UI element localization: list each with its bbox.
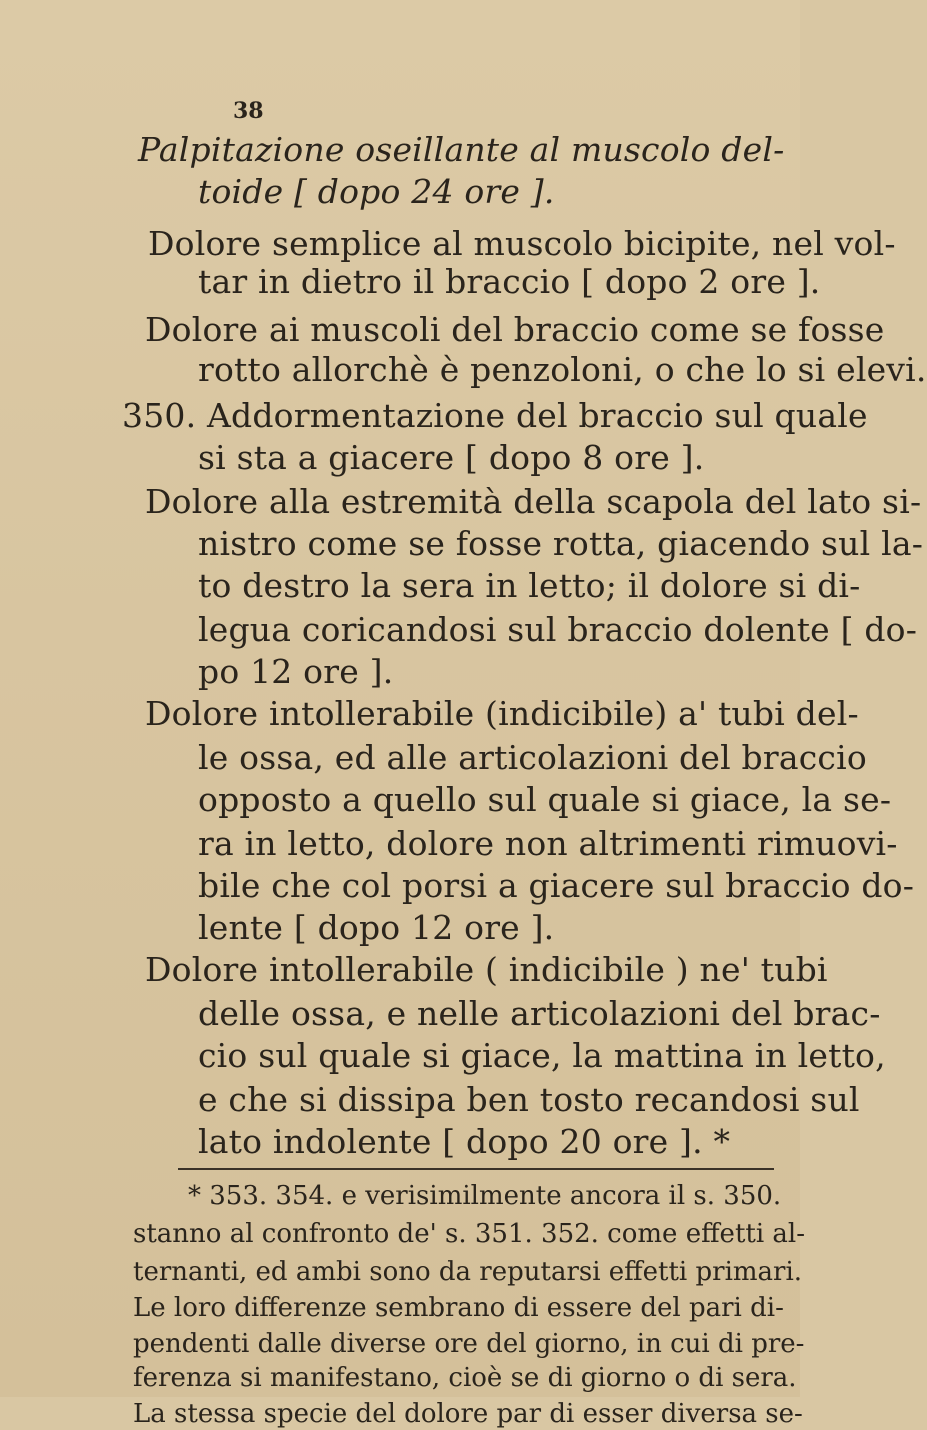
text-line: po 12 ore ]. [198,652,394,691]
text-line: legua coricandosi sul braccio dolente [ do- [198,610,918,649]
text-line: ra in letto, dolore non altrimenti rimuovi- [198,824,898,863]
text-line: Palpitazione oseillante al muscolo del- [138,130,785,169]
text-line: tar in dietro il braccio [ dopo 2 ore ]. [198,262,821,301]
text-line: Dolore intollerabile (indicibile) a' tubi del- [145,694,859,733]
text-line: Dolore semplice al muscolo bicipite, nel vol- [148,224,896,263]
text-line: Dolore intollerabile ( indicibile ) ne' tubi [145,950,828,989]
footnote-line: pendenti dalle diverse ore del giorno, in cui di pre- [133,1329,805,1359]
footnote-line: Le loro differenze sembrano di essere del pari di- [133,1293,784,1323]
text-line: Dolore alla estremità della scapola del lato si- [145,482,922,521]
text-line: lente [ dopo 12 ore ]. [198,908,555,947]
text-line: rotto allorchè è penzoloni, o che lo si elevi. [198,350,927,389]
text-line: bile che col porsi a giacere sul braccio do- [198,866,915,905]
text-line: lato indolente [ dopo 20 ore ]. * [198,1122,731,1161]
text-line: delle ossa, e nelle articolazioni del brac- [198,994,881,1033]
footnote-line: stanno al confronto de' s. 351. 352. come effetti al- [133,1219,806,1249]
text-line: toide [ dopo 24 ore ]. [198,172,555,211]
footnote-line: La stessa specie del dolore par di esser diversa se- [133,1399,803,1429]
text-line: e che si dissipa ben tosto recandosi sul [198,1080,860,1119]
text-line: si sta a giacere [ dopo 8 ore ]. [198,438,705,477]
text-line: 350. Addormentazione del braccio sul quale [122,396,868,435]
text-line: to destro la sera in letto; il dolore si di- [198,566,861,605]
text-line: nistro come se fosse rotta, giacendo sul la- [198,524,924,563]
text-line: Dolore ai muscoli del braccio come se fosse [145,310,885,349]
footnote-line: * 353. 354. e verisimilmente ancora il s. 350. [188,1181,782,1211]
footnote-line: ternanti, ed ambi sono da reputarsi effetti primari. [133,1257,803,1287]
footnote-line: ferenza si manifestano, cioè se di giorno o di sera. [133,1363,797,1393]
footnote-divider [178,1168,774,1170]
text-line: cio sul quale si giace, la mattina in letto, [198,1036,886,1075]
text-line: le ossa, ed alle articolazioni del braccio [198,738,867,777]
page-number: 38 [233,98,264,124]
text-line: opposto a quello sul quale si giace, la se- [198,780,892,819]
